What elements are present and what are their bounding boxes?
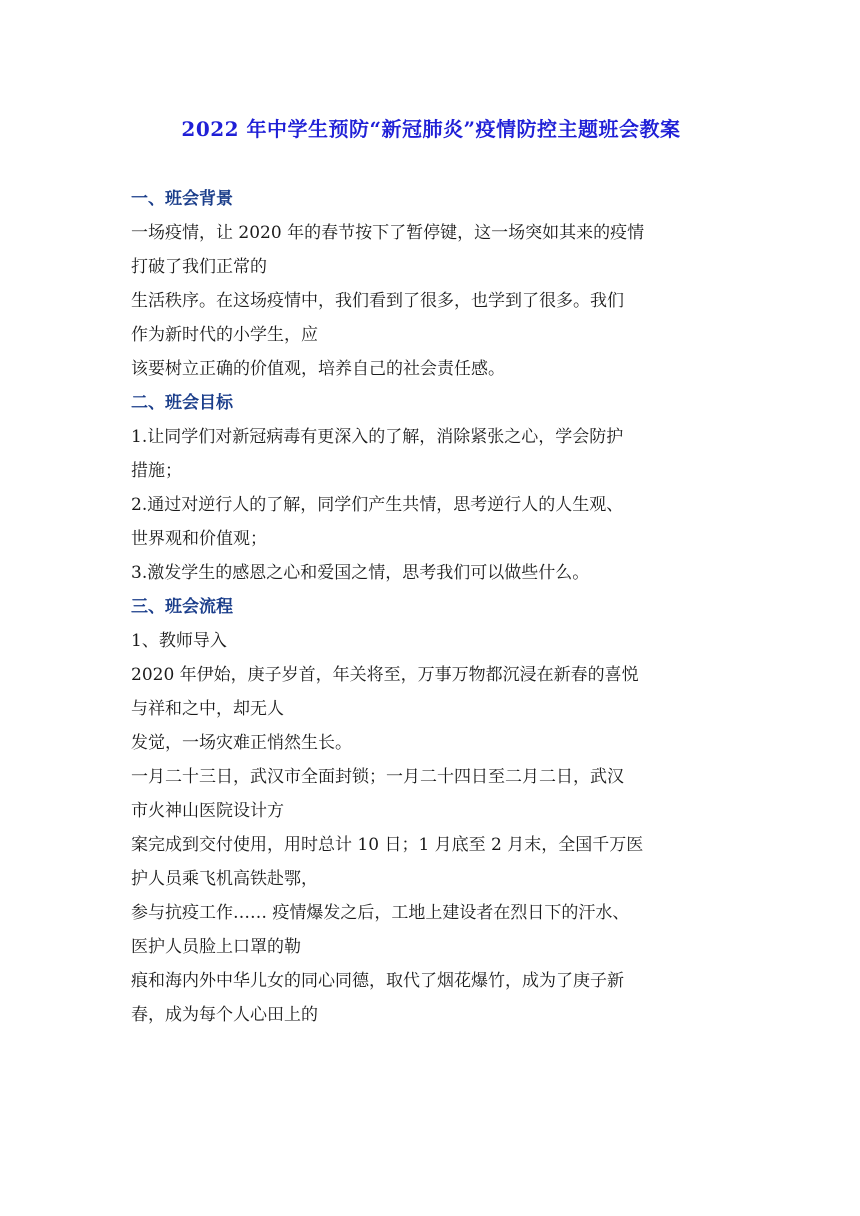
paragraph-line: 参与抗疫工作…… 疫情爆发之后，工地上建设者在烈日下的汗水、 [131, 903, 630, 923]
section-heading-goals: 二、班会目标 [131, 393, 233, 413]
paragraph-line: 世界观和价值观； [131, 529, 267, 549]
paragraph-line: 措施； [131, 461, 182, 481]
paragraph-line: 2020 年伊始，庚子岁首，年关将至，万事万物都沉浸在新春的喜悦 [131, 665, 639, 685]
paragraph-line: 该要树立正确的价值观，培养自己的社会责任感。 [131, 359, 505, 379]
paragraph-line: 护人员乘飞机高铁赴鄂， [131, 869, 318, 889]
paragraph-line: 2.通过对逆行人的了解，同学们产生共情，思考逆行人的人生观、 [131, 495, 624, 515]
paragraph-line: 市火神山医院设计方 [131, 801, 284, 821]
section-process [131, 590, 731, 1032]
section-background [131, 182, 731, 386]
paragraph-line: 作为新时代的小学生，应 [131, 325, 318, 345]
section-heading-background: 一、班会背景 [131, 189, 233, 209]
paragraph-line: 打破了我们正常的 [131, 257, 267, 277]
paragraph-line: 与祥和之中，却无人 [131, 699, 284, 719]
section-goals [131, 386, 731, 590]
paragraph-line: 生活秩序。在这场疫情中，我们看到了很多，也学到了很多。我们 [131, 291, 624, 311]
paragraph-line: 1、教师导入 [131, 631, 227, 651]
paragraph-line: 案完成到交付使用，用时总计 10 日；1 月底至 2 月末，全国千万医 [131, 835, 644, 855]
paragraph-line: 1.让同学们对新冠病毒有更深入的了解，消除紧张之心，学会防护 [131, 427, 624, 447]
paragraph-line: 痕和海内外中华儿女的同心同德，取代了烟花爆竹，成为了庚子新 [131, 971, 624, 991]
paragraph-line: 春，成为每个人心田上的 [131, 1005, 318, 1025]
paragraph-line: 医护人员脸上口罩的勒 [131, 937, 301, 957]
document-page [131, 113, 731, 1032]
paragraph-line: 发觉，一场灾难正悄然生长。 [131, 733, 352, 753]
paragraph-line: 一场疫情，让 2020 年的春节按下了暂停键，这一场突如其来的疫情 [131, 223, 645, 243]
section-heading-process: 三、班会流程 [131, 597, 233, 617]
paragraph-line: 3.激发学生的感恩之心和爱国之情，思考我们可以做些什么。 [131, 563, 590, 583]
paragraph-line: 一月二十三日，武汉市全面封锁；一月二十四日至二月二日，武汉 [131, 767, 624, 787]
document-title: 2022 年中学生预防“新冠肺炎”疫情防控主题班会教案 [181, 117, 681, 141]
